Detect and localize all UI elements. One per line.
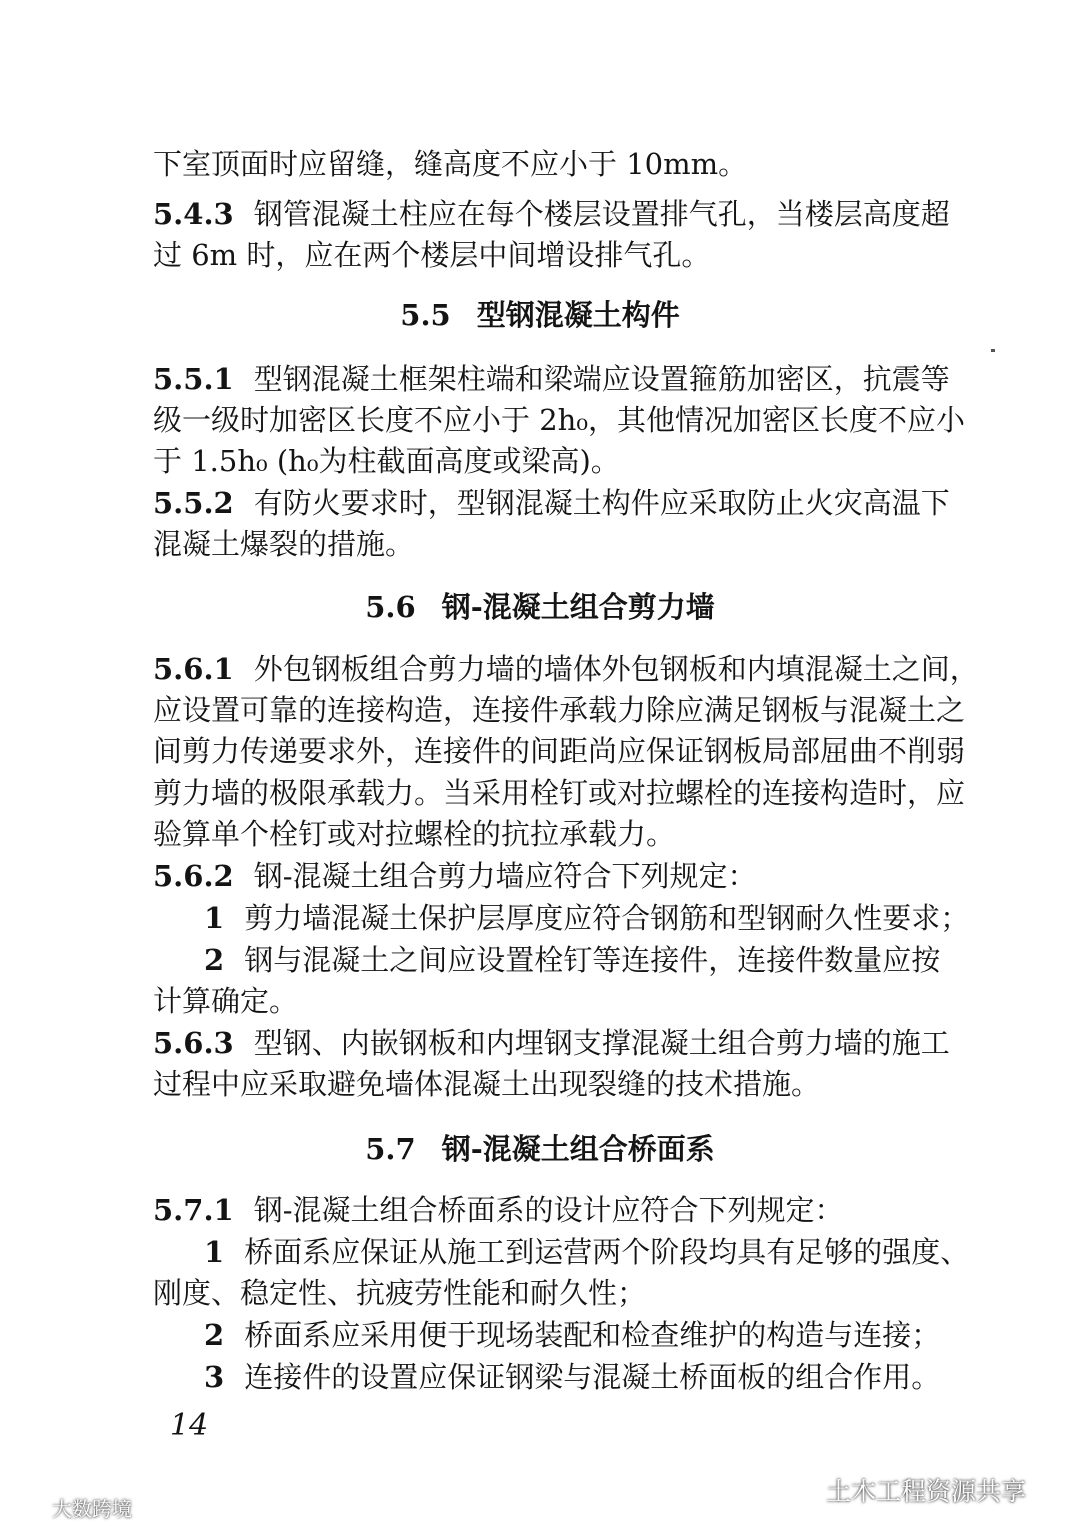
clause-5-5-2 [153,485,950,521]
list-item [204,1317,940,1353]
scan-speck [991,349,995,352]
text-line: 验算单个栓钉或对拉螺栓的抗拉承载力。 [153,817,676,851]
text-line: 混凝土爆裂的措施。 [153,527,415,561]
clause-5-4-3 [153,196,950,232]
item-number: 3 [204,1360,225,1394]
text-line: 间剪力传递要求外，连接件的间距尚应保证钢板局部屈曲不削弱 [153,734,966,768]
section-heading-5-7 [0,1131,1080,1167]
clause-number: 5.5.1 [153,362,234,396]
item-text: 桥面系应保证从施工到运营两个阶段均具有足够的强度、 [244,1235,970,1269]
item-number: 2 [204,1318,225,1352]
item-number: 1 [204,901,225,935]
item-text: 连接件的设置应保证钢梁与混凝土桥面板的组合作用。 [244,1360,941,1394]
section-heading-5-6 [0,589,1080,625]
section-number: 5.7 [365,1132,416,1166]
text-line: 应设置可靠的连接构造，连接件承载力除应满足钢板与混凝土之 [153,693,966,727]
list-item [204,900,969,936]
list-item [204,942,940,978]
item-text: 钢与混凝土之间应设置栓钉等连接件，连接件数量应按 [244,943,941,977]
watermark-text: 大数跨境 [52,1496,132,1521]
watermark-right [790,1474,1026,1506]
wechat-icon [790,1477,820,1503]
section-number: 5.6 [365,590,416,624]
text-line: 刚度、稳定性、抗疲劳性能和耐久性； [153,1276,647,1310]
clause-number: 5.6.3 [153,1026,234,1060]
item-text: 剪力墙混凝土保护层厚度应符合钢筋和型钢耐久性要求； [244,901,970,935]
list-item [204,1234,969,1270]
watermark-left [6,1493,132,1521]
text-line: 过程中应采取避免墙体混凝土出现裂缝的技术措施。 [153,1067,821,1101]
clause-number: 5.4.3 [153,197,234,231]
clause-text: 型钢混凝土框架柱端和梁端应设置箍筋加密区，抗震等 [253,362,950,396]
clause-text: 有防火要求时，型钢混凝土构件应采取防止火灾高温下 [253,486,950,520]
item-number: 2 [204,943,225,977]
clause-number: 5.5.2 [153,486,234,520]
text-line: 剪力墙的极限承载力。当采用栓钉或对拉螺栓的连接构造时，应 [153,776,966,810]
clause-number: 5.7.1 [153,1193,234,1227]
clause-5-5-1 [153,361,950,397]
text-line: 过 6m 时，应在两个楼层中间增设排气孔。 [153,238,711,272]
item-number: 1 [204,1235,225,1269]
section-title: 钢-混凝土组合剪力墙 [441,590,715,624]
list-item [204,1359,940,1395]
text-line: 计算确定。 [153,984,299,1018]
brand-logo-icon [6,1496,46,1518]
clause-5-6-2 [153,858,757,894]
section-title: 钢-混凝土组合桥面系 [441,1132,715,1166]
text-line: 下室顶面时应留缝，缝高度不应小于 10mm。 [153,147,748,181]
clause-text: 钢-混凝土组合剪力墙应符合下列规定： [253,859,757,893]
clause-5-7-1 [153,1192,844,1228]
clause-text: 钢-混凝土组合桥面系的设计应符合下列规定： [253,1193,844,1227]
text-line: 于 1.5h₀ (h₀为柱截面高度或梁高)。 [153,444,620,478]
section-heading-5-5 [0,297,1080,333]
page-number: 14 [170,1408,209,1443]
clause-5-6-3 [153,1025,950,1061]
section-number: 5.5 [400,298,451,332]
clause-5-6-1 [153,651,979,687]
clause-number: 5.6.2 [153,859,234,893]
clause-number: 5.6.1 [153,652,234,686]
text-line: 级一级时加密区长度不应小于 2h₀，其他情况加密区长度不应小 [153,403,965,437]
watermark-text: 土木工程资源共享 [826,1477,1027,1506]
clause-text: 钢管混凝土柱应在每个楼层设置排气孔，当楼层高度超 [253,197,950,231]
clause-text: 型钢、内嵌钢板和内埋钢支撑混凝土组合剪力墙的施工 [253,1026,950,1060]
section-title: 型钢混凝土构件 [476,298,680,332]
clause-text: 外包钢板组合剪力墙的墙体外包钢板和内填混凝土之间， [253,652,979,686]
item-text: 桥面系应采用便于现场装配和检查维护的构造与连接； [244,1318,941,1352]
